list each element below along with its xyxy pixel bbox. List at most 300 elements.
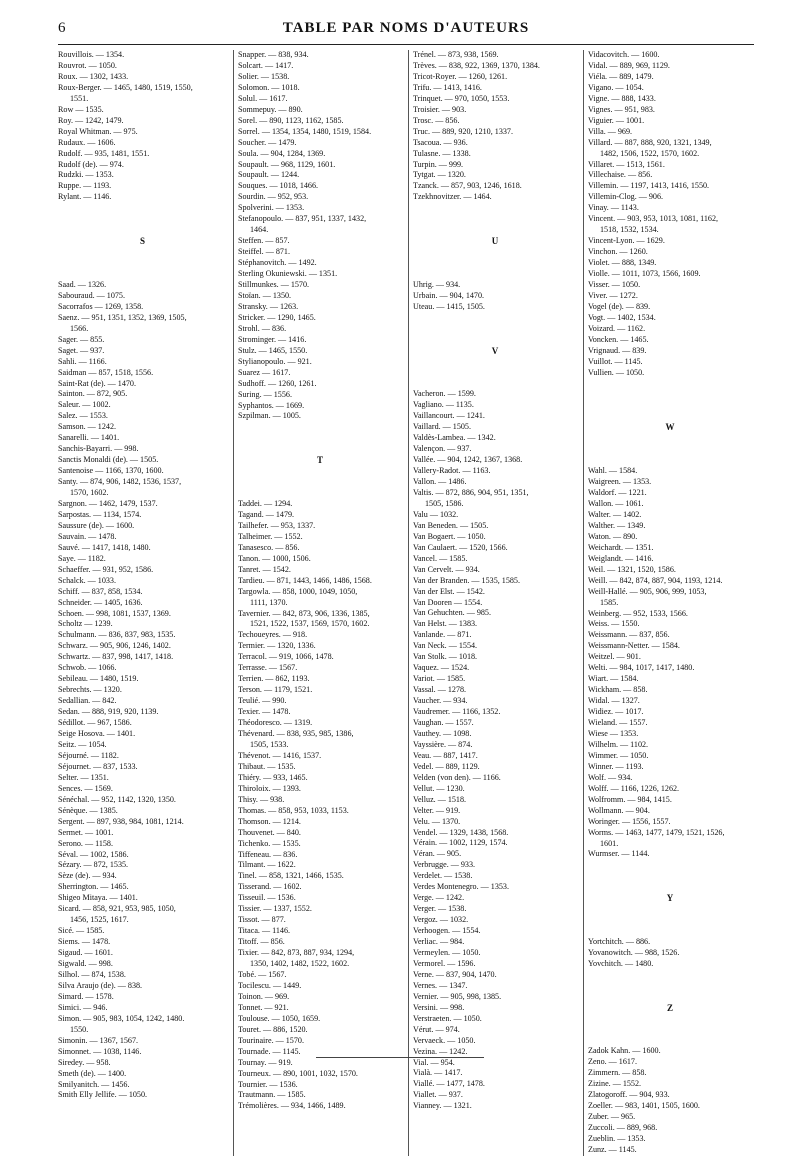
blank-line	[588, 860, 752, 871]
index-entry: Tobé. — 1567.	[238, 969, 287, 979]
section-letter: S	[139, 236, 145, 247]
index-entry: Tailhefer. — 953, 1337.	[238, 520, 316, 530]
index-entry: Vaucher. — 934.	[413, 696, 468, 706]
index-entry: Tanasesco. — 856.	[238, 542, 300, 552]
index-entry: Sainton. — 872, 905.	[58, 389, 128, 399]
index-entry: Tisserand. — 1602.	[238, 882, 302, 892]
index-entry: Sézary. — 872, 1535.	[58, 860, 129, 870]
index-entry: Woringer. — 1556, 1557.	[588, 816, 671, 826]
index-entry: Widiez. — 1017.	[588, 707, 644, 717]
index-entry: Tanret. — 1542.	[238, 564, 291, 574]
index-entry: Sabouraud. — 1075.	[58, 290, 125, 300]
footer-rule	[316, 1057, 484, 1058]
index-entry: Rudaux. — 1606.	[58, 137, 116, 147]
index-entry: Théodoresco. — 1319.	[238, 718, 313, 728]
index-entry: Thiéry. — 933, 1465.	[238, 772, 308, 782]
index-entry: Thouvenet. — 840.	[238, 827, 301, 837]
index-entry: Stransky. — 1263.	[238, 301, 299, 311]
index-entry: Worms. — 1463, 1477, 1479, 1521, 1526,	[588, 827, 725, 837]
index-entry: Van Dooren — 1554.	[413, 597, 483, 607]
index-entry: Titoff. — 856.	[238, 937, 285, 947]
index-entry: Vinay. — 1143.	[588, 203, 639, 213]
index-entry: Urbain. — 904, 1470.	[413, 290, 485, 300]
index-entry: Schulmann. — 836, 837, 983, 1535.	[58, 630, 176, 640]
index-entry: Villa. — 969.	[588, 126, 633, 136]
section-letter: V	[491, 345, 499, 356]
index-entry: Verbrugge. — 933.	[413, 860, 476, 870]
blank-line	[588, 390, 752, 401]
index-entry: Tzanck. — 857, 903, 1246, 1618.	[413, 181, 522, 191]
index-entry: Van Neck. — 1554.	[413, 641, 478, 651]
index-entry: Zoeller. — 983, 1401, 1505, 1600.	[588, 1101, 700, 1111]
index-entry: Schneider. — 1405, 1636.	[58, 597, 143, 607]
blank-line	[238, 477, 402, 488]
index-entry: Spolverini. — 1353.	[238, 203, 305, 213]
blank-line	[588, 970, 752, 981]
index-entry: Yortchitch. — 886.	[588, 937, 651, 947]
index-entry: Salez. — 1553.	[58, 411, 108, 421]
index-entry: Tilmant. — 1622.	[238, 860, 296, 870]
index-entry: Waigreen. — 1353.	[588, 477, 652, 487]
index-entry: Sigaud. — 1601.	[58, 948, 113, 958]
index-entry: Weill-Hallé. — 905, 906, 999, 1053,	[588, 586, 707, 596]
index-entry: Soucher. — 1479.	[238, 137, 297, 147]
index-entry: Van Beneden. — 1505.	[413, 520, 489, 530]
index-entry: Silhol. — 874, 1538.	[58, 969, 126, 979]
index-entry: Vernes. — 1347.	[413, 980, 468, 990]
index-entry-continuation: 1570, 1602.	[70, 488, 109, 498]
index-entry: Suarez — 1617.	[238, 367, 291, 377]
index-entry: Schiff. — 837, 858, 1534.	[58, 586, 143, 596]
index-entry-continuation: 1464.	[250, 225, 269, 235]
index-entry: Yovanowitch. — 988, 1526.	[588, 947, 680, 957]
index-entry: Terracol. — 919, 1066, 1478.	[238, 652, 334, 662]
index-entry: Tocilescu. — 1449.	[238, 980, 302, 990]
index-entry: Thévenot. — 1416, 1537.	[238, 750, 322, 760]
index-entry: Villaret. — 1513, 1561.	[588, 159, 665, 169]
index-entry: Vallon. — 1486.	[413, 477, 467, 487]
index-entry-continuation: 1350, 1402, 1482, 1522, 1602.	[250, 959, 350, 969]
index-entry: Véran. — 905.	[413, 849, 462, 859]
index-entry: Vogt. — 1402, 1534.	[588, 312, 656, 322]
index-entry: Velluz. — 1518.	[413, 794, 467, 804]
index-entry: Vullien. — 1050.	[588, 367, 645, 377]
section-letter: T	[316, 455, 323, 466]
index-entry: Van Helst. — 1383.	[413, 619, 478, 629]
blank-line	[238, 488, 402, 499]
section-letter: U	[491, 236, 499, 247]
index-entry: Sanctis Monaldi (de). — 1505.	[58, 455, 159, 465]
blank-line	[58, 214, 227, 225]
index-entry: Rouvrot. — 1050.	[58, 60, 117, 70]
index-entry: Sterling Okuniewski. — 1351.	[238, 269, 338, 279]
index-entry: Simard. — 1578.	[58, 991, 114, 1001]
index-entry-continuation: 1521, 1522, 1537, 1569, 1570, 1602.	[250, 619, 370, 629]
index-entry: Turpin. — 999.	[413, 159, 464, 169]
index-entry: Vaillancourt. — 1241.	[413, 411, 485, 421]
index-entry: Vérain. — 1002, 1129, 1574.	[413, 838, 508, 848]
index-entry: Viver. — 1272.	[588, 290, 638, 300]
index-entry: Targowla. — 858, 1000, 1049, 1050,	[238, 586, 358, 596]
index-entry: Wollmann. — 904.	[588, 805, 650, 815]
index-entry: Verdes Montenegro. — 1353.	[413, 882, 509, 892]
index-entry: Sorrel. — 1354, 1354, 1480, 1519, 1584.	[238, 126, 372, 136]
index-entry: Sergent. — 897, 938, 984, 1081, 1214.	[58, 816, 184, 826]
index-entry: Wolfromm. — 984, 1415.	[588, 794, 672, 804]
blank-line	[413, 368, 577, 379]
index-entry: Titaca. — 1146.	[238, 926, 291, 936]
index-entry: Saenz. — 951, 1351, 1352, 1369, 1505,	[58, 312, 187, 322]
index-entry: Tourinaire. — 1570.	[238, 1035, 304, 1045]
index-entry: Vialà. — 1417.	[413, 1068, 463, 1078]
blank-line	[58, 203, 227, 214]
index-entry: Silva Araujo (de). — 838.	[58, 980, 143, 990]
blank-line	[413, 378, 577, 389]
index-entry: Zimmern. — 858.	[588, 1068, 647, 1078]
index-entry: Termier. — 1320, 1336.	[238, 641, 316, 651]
index-entry: Viéla. — 889, 1479.	[588, 71, 654, 81]
index-entry: Sahli. — 1166.	[58, 356, 107, 366]
index-entry: Sanarelli. — 1401.	[58, 433, 120, 443]
index-entry: Tricot-Royer. — 1260, 1261.	[413, 71, 508, 81]
blank-line	[413, 313, 577, 324]
index-entry: Uhrig. — 934.	[413, 279, 461, 289]
index-entry: Weissmann. — 837, 856.	[588, 630, 670, 640]
index-entry: Vuillot. — 1145.	[588, 356, 643, 366]
index-entry: Vidacovitch. — 1600.	[588, 50, 660, 59]
index-entry: Sherrington. — 1465.	[58, 882, 129, 892]
index-entry: Voizard. — 1162.	[588, 323, 646, 333]
index-entry: Waldorf. — 1221.	[588, 488, 647, 498]
index-entry: Seitz. — 1054.	[58, 739, 107, 749]
index-entry: Solcart. — 1417.	[238, 60, 294, 70]
blank-line	[58, 269, 227, 280]
index-entry: Séval. — 1002, 1586.	[58, 849, 129, 859]
section-letter: W	[665, 422, 675, 433]
blank-line	[413, 269, 577, 280]
index-entry: Weill. — 842, 874, 887, 904, 1193, 1214.	[588, 575, 723, 585]
blank-line	[588, 871, 752, 882]
index-entry: Snapper. — 838, 934.	[238, 50, 309, 59]
index-entry-continuation: 1601.	[600, 838, 619, 848]
index-entry: Verliac. — 984.	[413, 937, 465, 947]
index-entry: Sauvé. — 1417, 1418, 1480.	[58, 542, 151, 552]
index-entry: Sénéchal. — 952, 1142, 1320, 1350.	[58, 794, 176, 804]
index-entry: Rudolf. — 935, 1481, 1551.	[58, 148, 150, 158]
index-entry: Vendel. — 1329, 1438, 1568.	[413, 827, 509, 837]
index-entry: Weil. — 1321, 1520, 1586.	[588, 564, 676, 574]
index-entry: Van der Branden. — 1535, 1585.	[413, 575, 520, 585]
index-entry: Sicard. — 858, 921, 953, 985, 1050,	[58, 904, 176, 914]
index-entry: Tonnet. — 921.	[238, 1002, 289, 1012]
index-entry: Tzekhnovitzer. — 1464.	[413, 192, 492, 202]
index-entry: Santy. — 874, 906, 1482, 1536, 1537,	[58, 477, 182, 487]
index-entry: Vellut. — 1230.	[413, 783, 465, 793]
blank-line	[588, 915, 752, 926]
index-entry: Stefanopoulo. — 837, 951, 1337, 1432,	[238, 214, 367, 224]
index-entry: Siems. — 1478.	[58, 937, 111, 947]
index-entry: Villechaise. — 856.	[588, 170, 653, 180]
index-entry: Sedallian. — 842.	[58, 696, 117, 706]
index-entry: Sorel. — 890, 1123, 1162, 1585.	[238, 115, 344, 125]
index-entry-continuation: 1551.	[70, 93, 89, 103]
blank-line	[238, 433, 402, 444]
index-entry: Sences. — 1569.	[58, 783, 113, 793]
index-entry: Verger. — 1538.	[413, 904, 467, 914]
index-entry: Toinon. — 969.	[238, 991, 290, 1001]
index-entry: Tissier. — 1337, 1552.	[238, 904, 312, 914]
index-entry: Seige Hosova. — 1401.	[58, 729, 136, 739]
index-entry: Soupault. — 1244.	[238, 170, 300, 180]
index-entry: Smilyanitch. — 1456.	[58, 1079, 130, 1089]
index-entry-continuation: 1456, 1525, 1617.	[70, 915, 129, 925]
blank-line	[588, 1036, 752, 1047]
index-entry: Villard. — 887, 888, 920, 1321, 1349,	[588, 137, 712, 147]
index-entry: Soupault. — 968, 1129, 1601.	[238, 159, 336, 169]
index-column-1	[58, 50, 229, 1156]
index-entry: Thomson. — 1214.	[238, 816, 301, 826]
index-column-3	[408, 50, 579, 1156]
index-entry: Rudzki. — 1353.	[58, 170, 114, 180]
blank-line	[588, 444, 752, 455]
index-entry: Simici. — 946.	[58, 1002, 108, 1012]
index-entry: Valtis. — 872, 886, 904, 951, 1351,	[413, 487, 529, 497]
index-entry: Sarpostas. — 1134, 1574.	[58, 509, 142, 519]
index-entry: Sager. — 855.	[58, 334, 105, 344]
index-entry: Tiffeneau. — 836.	[238, 849, 298, 859]
index-entry: Vial. — 954.	[413, 1057, 455, 1067]
index-entry: Solier. — 1538.	[238, 71, 290, 81]
index-entry: Solomon. — 1018.	[238, 82, 300, 92]
index-entry: Strohl. — 836.	[238, 323, 287, 333]
index-entry: Wolff. — 1166, 1226, 1262.	[588, 783, 680, 793]
index-entry: Sicé. — 1585.	[58, 926, 105, 936]
index-entry: Wolf. — 934.	[588, 772, 633, 782]
index-entry: Rudolf (de). — 974.	[58, 159, 124, 169]
index-column-2	[233, 50, 404, 1156]
index-entry: Samson. — 1242.	[58, 422, 117, 432]
index-entry: Steffen. — 857.	[238, 236, 290, 246]
index-entry: Wiese — 1353.	[588, 729, 639, 738]
index-entry: Wilhelm. — 1102.	[588, 739, 649, 749]
index-entry: Vauthey. — 1098.	[413, 728, 472, 738]
index-entry: Saget. — 937.	[58, 345, 105, 355]
index-entry: Walter. — 1402.	[588, 509, 642, 519]
index-entry: Vermorel. — 1596.	[413, 958, 476, 968]
index-entry: Roux-Berger. — 1465, 1480, 1519, 1550,	[58, 82, 193, 92]
index-entry: Tagand. — 1479.	[238, 509, 295, 519]
index-entry: Vanlande. — 871.	[413, 630, 472, 640]
index-entry: Voncken. — 1465.	[588, 334, 649, 344]
page-header	[58, 18, 754, 45]
index-entry: Toulouse. — 1050, 1659.	[238, 1013, 321, 1023]
index-entry: Tsacoua. — 936.	[413, 137, 468, 147]
index-entry: Wickham. — 858.	[588, 685, 648, 695]
index-entry: Sommepuy. — 890.	[238, 104, 303, 114]
index-entry: Wallon. — 1061.	[588, 498, 644, 508]
index-entry: Verne. — 837, 904, 1470.	[413, 969, 497, 979]
index-entry: Smeth (de). — 1400.	[58, 1068, 127, 1078]
index-entry: Séjournet. — 837, 1533.	[58, 761, 138, 771]
index-entry: Stillmunkes. — 1570.	[238, 280, 310, 290]
index-entry: Zlatogoroff. — 904, 933.	[588, 1090, 670, 1100]
index-entry: Weichardt. — 1351.	[588, 542, 654, 552]
index-entry: Tisseuil. — 1536.	[238, 893, 296, 903]
index-entry: Troisier. — 903.	[413, 104, 467, 114]
index-entry: Sudhoff. — 1260, 1261.	[238, 378, 317, 388]
index-entry: Valu — 1032.	[413, 509, 459, 519]
index-entry: Vigne. — 888, 1433.	[588, 93, 656, 103]
index-entry: Taddei. — 1294.	[238, 499, 293, 508]
index-entry: Walther. — 1349.	[588, 520, 646, 530]
index-entry-continuation: 1518, 1532, 1534.	[600, 225, 659, 235]
index-entry: Tourneux. — 890, 1001, 1032, 1570.	[238, 1068, 358, 1078]
index-entry: Van Caulaert. — 1520, 1566.	[413, 542, 508, 552]
index-entry: Tavernier. — 842, 873, 906, 1336, 1385,	[238, 608, 370, 618]
index-entry: Terrasse. — 1567.	[238, 663, 298, 673]
index-entry: Zueblin. — 1353.	[588, 1134, 646, 1144]
index-entry: Tytgat. — 1320.	[413, 170, 466, 180]
index-entry: Steiffel. — 871.	[238, 247, 291, 257]
index-entry: Weinberg. — 952, 1533, 1566.	[588, 608, 688, 618]
index-entry: Viallet. — 937.	[413, 1090, 463, 1100]
index-entry: Soula. — 904, 1284, 1369.	[238, 148, 326, 158]
index-entry: Violet. — 888, 1349.	[588, 258, 657, 268]
index-entry: Vincent. — 903, 953, 1013, 1081, 1162,	[588, 214, 719, 224]
index-entry: Vianney. — 1321.	[413, 1101, 472, 1111]
index-entry: Trautmann. — 1585.	[238, 1090, 306, 1100]
index-entry: Trénel. — 873, 938, 1569.	[413, 50, 499, 59]
index-entry: Sargnon. — 1462, 1479, 1537.	[58, 499, 158, 508]
blank-line	[588, 379, 752, 390]
index-entry: Terrien. — 862, 1193.	[238, 674, 310, 684]
index-entry: Thibaut. — 1535.	[238, 761, 296, 771]
index-entry: Szpilman. — 1005.	[238, 411, 301, 421]
blank-line	[588, 455, 752, 466]
index-entry: Weissmann-Netter. — 1584.	[588, 641, 680, 651]
index-entry: Schoen. — 998, 1081, 1537, 1369.	[58, 608, 171, 618]
index-entry: Sourdin. — 952, 953.	[238, 192, 309, 202]
index-entry: Weiss. — 1550.	[588, 619, 640, 629]
index-entry: Techoueyres. — 918.	[238, 630, 308, 640]
index-entry: Vaquez. — 1524.	[413, 663, 470, 673]
index-entry: Saye. — 1182.	[58, 553, 106, 563]
index-entry: Talheimer. — 1552.	[238, 531, 303, 541]
index-entry: Villemin-Clog. — 906.	[588, 192, 664, 202]
index-entry: Sebileau. — 1480, 1519.	[58, 674, 139, 684]
index-entry: Vidal. — 889, 969, 1129.	[588, 60, 670, 70]
index-entry: Simonin. — 1367, 1567.	[58, 1035, 139, 1045]
index-entry: Zuber. — 965.	[588, 1112, 636, 1122]
index-entry: Thisy. — 938.	[238, 794, 285, 804]
author-index	[58, 50, 754, 1155]
index-entry: Schwartz. — 837, 998, 1417, 1418.	[58, 652, 174, 662]
index-entry: Zuccoli. — 889, 968.	[588, 1123, 658, 1133]
index-entry: Sedan. — 888, 919, 920, 1139.	[58, 707, 159, 717]
index-entry: Uteau. — 1415, 1505.	[413, 301, 485, 311]
index-entry: Vaughan. — 1557.	[413, 717, 474, 727]
index-entry: Viallé. — 1477, 1478.	[413, 1079, 485, 1089]
index-entry: Winner. — 1193.	[588, 761, 644, 771]
index-entry: Sanchis-Bayarri. — 998.	[58, 444, 139, 454]
index-entry: Vassal. — 1278.	[413, 685, 467, 695]
blank-line	[413, 258, 577, 269]
blank-line	[588, 400, 752, 411]
index-entry: Visser. — 1050.	[588, 280, 641, 290]
index-entry: Sermet. — 1001.	[58, 827, 114, 837]
index-entry: Thévenard. — 838, 935, 985, 1386,	[238, 729, 354, 739]
index-entry: Rylant. — 1146.	[58, 192, 112, 202]
index-entry: Violle. — 1011, 1073, 1566, 1609.	[588, 269, 701, 279]
index-entry: Saleur. — 1002.	[58, 400, 111, 410]
index-entry: Valençon. — 937.	[413, 444, 472, 454]
index-entry: Tournay. — 919.	[238, 1057, 293, 1067]
index-entry: Zunz. — 1145.	[588, 1145, 637, 1155]
index-entry: Wahl. — 1584.	[588, 466, 638, 476]
index-entry: Vincent-Lyon. — 1629.	[588, 236, 665, 246]
index-entry: Serono. — 1158.	[58, 838, 114, 848]
index-entry: Truc. — 889, 920, 1210, 1337.	[413, 126, 513, 136]
index-entry: Sebrechts. — 1320.	[58, 685, 122, 695]
index-entry: Stulz. — 1465, 1550.	[238, 345, 308, 355]
index-entry: Tournier. — 1536.	[238, 1079, 298, 1089]
index-entry: Variot. — 1585.	[413, 674, 466, 684]
index-entry: Wieland. — 1557.	[588, 718, 648, 728]
index-entry: Tanon. — 1000, 1506.	[238, 553, 311, 563]
index-entry: Vaillard. — 1505.	[413, 422, 471, 432]
index-entry: Sèze (de). — 934.	[58, 871, 117, 881]
blank-line	[588, 926, 752, 937]
index-entry: Vergoz. — 1032.	[413, 915, 469, 925]
index-entry: Yovchitch. — 1480.	[588, 958, 654, 968]
index-entry: Wiart. — 1584.	[588, 674, 639, 684]
index-entry: Syphantos. — 1669.	[238, 400, 305, 410]
index-entry: Thiroloix. — 1393.	[238, 783, 301, 793]
index-entry: Veau. — 887, 1417.	[413, 750, 478, 760]
blank-line	[588, 981, 752, 992]
index-entry: Row — 1535.	[58, 104, 104, 114]
index-entry: Ruppe. — 1193.	[58, 181, 112, 191]
index-entry: Versini. — 998.	[413, 1002, 465, 1012]
index-entry: Saussure (de). — 1600.	[58, 520, 135, 530]
index-entry: Trinquet. — 970, 1050, 1553.	[413, 93, 510, 103]
index-entry: Sénèque. — 1385.	[58, 805, 118, 815]
index-entry: Roy. — 1242, 1479.	[58, 115, 124, 125]
index-entry: Velden (von den). — 1166.	[413, 772, 501, 782]
index-entry-continuation: 1550.	[70, 1024, 89, 1034]
index-entry: Verstraeten. — 1050.	[413, 1013, 482, 1023]
index-entry: Shigeo Mitaya. — 1401.	[58, 893, 138, 903]
blank-line	[588, 1025, 752, 1036]
index-entry: Wimmer. — 1050.	[588, 750, 649, 760]
index-entry: Saidman — 857, 1518, 1556.	[58, 367, 154, 377]
index-entry: Verdelet. — 1538.	[413, 871, 473, 881]
index-entry: Schaeffer. — 931, 952, 1586.	[58, 564, 154, 574]
index-entry: Terson. — 1179, 1521.	[238, 685, 313, 695]
blank-line	[58, 258, 227, 269]
index-entry: Texier. — 1478.	[238, 707, 291, 717]
index-entry: Strominger. — 1416.	[238, 334, 307, 344]
index-entry: Trèves. — 838, 922, 1369, 1370, 1384.	[413, 60, 540, 70]
index-entry: Selter. — 1351.	[58, 772, 109, 782]
page-number: 6	[58, 20, 66, 36]
index-entry-continuation: 1585.	[600, 597, 619, 607]
index-entry: Verge. — 1242.	[413, 893, 465, 903]
index-entry: Tardieu. — 871, 1443, 1466, 1486, 1568.	[238, 575, 372, 585]
index-entry: Vermeylen. — 1050.	[413, 948, 481, 957]
index-entry: Roux. — 1302, 1433.	[58, 71, 129, 81]
index-entry: Siredey. — 958.	[58, 1057, 111, 1067]
